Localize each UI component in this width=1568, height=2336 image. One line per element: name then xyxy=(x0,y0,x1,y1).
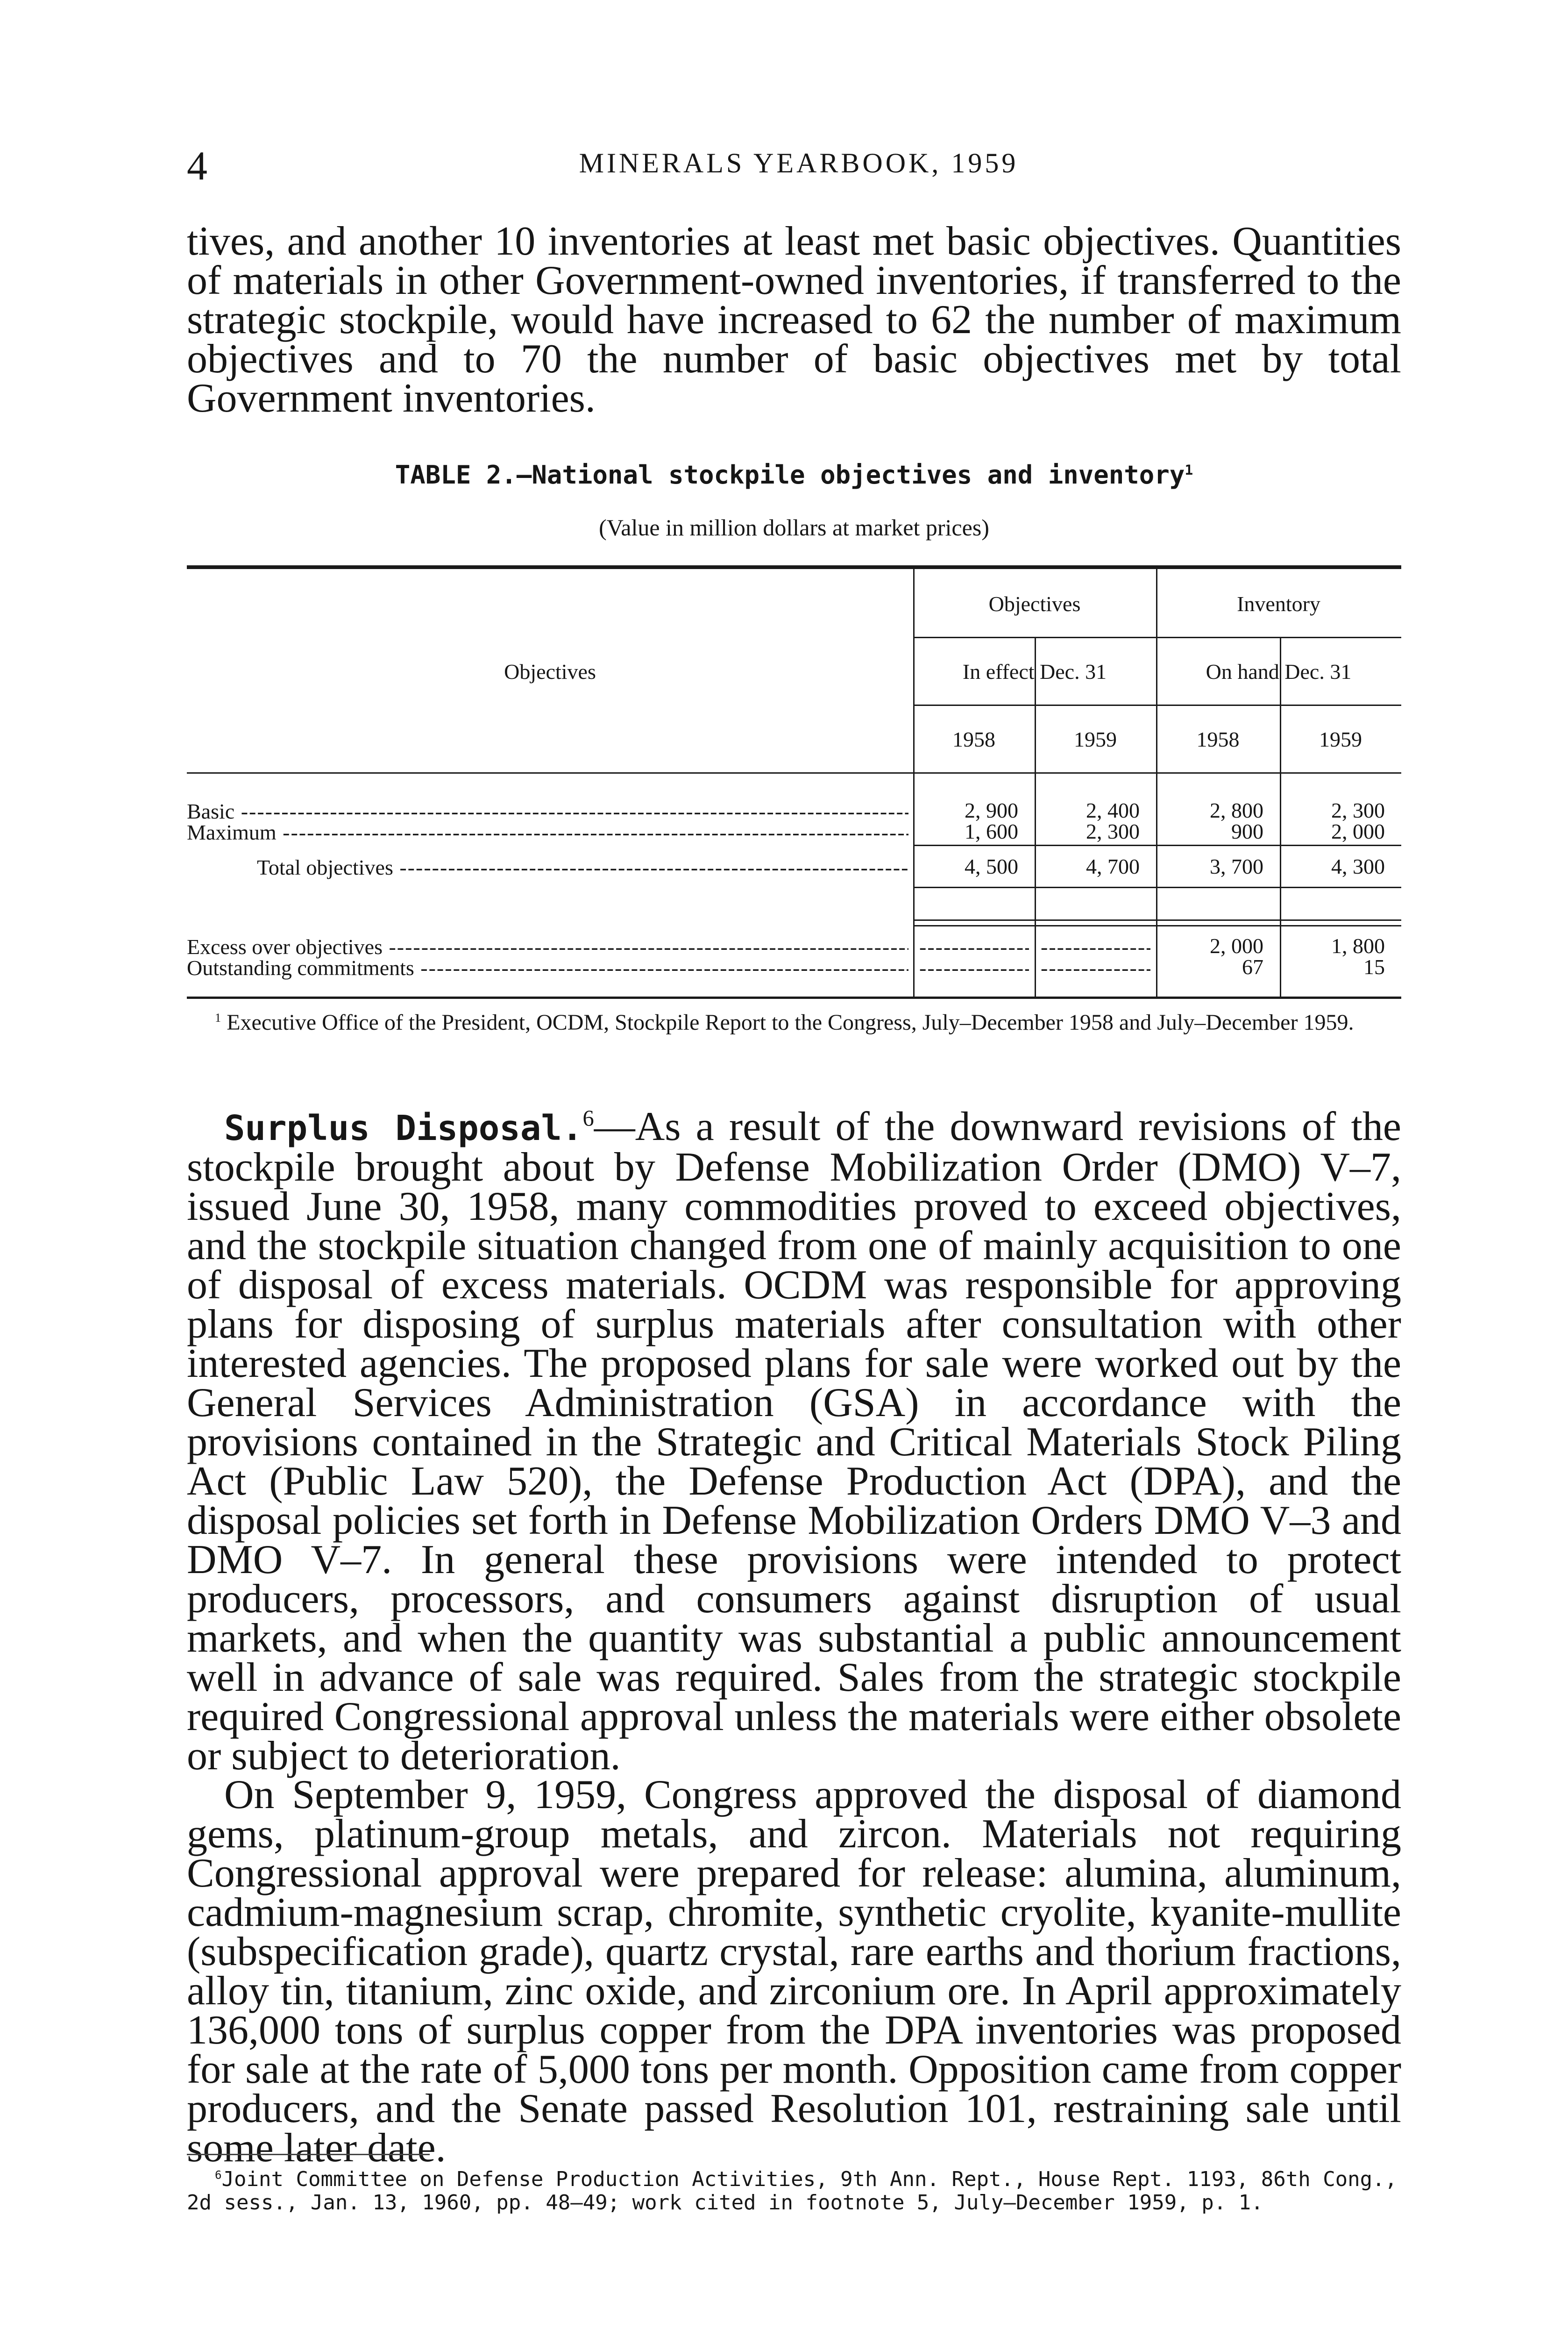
running-title: MINERALS YEARBOOK, 1959 xyxy=(579,148,1019,178)
year-header: 1958 xyxy=(1196,727,1240,751)
page-footnote xyxy=(187,2168,1401,2215)
intro-paragraph: tives, and another 10 inventories at least met basic objectives. Quantities of materials in other Government-owned inventories, if transferred to the strategic stockpile, would have increased to 62 the number of maximum objectives and to 70 the number of basic objectives met by total Government inventories. xyxy=(187,219,1401,421)
group-header-objectives: Objectives xyxy=(988,592,1081,616)
cell-total-inv-1959: 4, 300 xyxy=(1331,855,1385,878)
cell-maximum-obj-1959: 2, 300 xyxy=(1086,819,1140,843)
row-label-total: Total objectives ----- xyxy=(257,855,908,880)
page-number: 4 xyxy=(187,143,207,189)
table-rule xyxy=(913,845,1401,846)
cell-outstanding-inv-1958: 67 xyxy=(1242,955,1263,979)
table-divider xyxy=(913,569,915,997)
row-label-excess: Excess over objectives ----- xyxy=(187,934,908,959)
year-header: 1958 xyxy=(952,727,995,751)
empty-cell-dashes xyxy=(1041,955,1150,980)
row-label-basic: Basic ----- xyxy=(187,799,908,824)
table-footnote-text: Executive Office of the President, OCDM, Stockpile Report to the Congress, July–December 1958 and July–December 1959. xyxy=(227,1010,1354,1035)
cell-maximum-inv-1959: 2, 000 xyxy=(1331,819,1385,843)
table-divider xyxy=(1156,569,1157,997)
september-paragraph-text: On September 9, 1959, Congress approved the disposal of diamond gems, platinum-group metals, and zircon. Materials not requiring Congressional approval were prepared for release: alumina, aluminum, cadmium-magnesium scrap, chromite, synthetic cryolite, kyanite-mullite (subspecification grade), quartz crystal, rare earths and thorium fractions, alloy tin, titanium, zinc oxide, and zirconium ore. In April approximately 136,000 tons of surplus copper from the DPA inventories was proposed for sale at the rate of 5,000 tons per month. Opposition came from copper producers, and the Senate passed Resolution 101, restraining sale until some later date. xyxy=(187,1772,1401,2171)
table-title xyxy=(187,460,1401,490)
cell-basic-obj-1958: 2, 900 xyxy=(965,798,1018,822)
row-label-outstanding: Outstanding commitments ----- xyxy=(187,955,908,980)
subheader-on-hand: On hand Dec. 31 xyxy=(1206,660,1352,684)
table-footnote xyxy=(187,1009,1401,1036)
cell-total-obj-1958: 4, 500 xyxy=(965,855,1018,878)
cell-excess-inv-1959: 1, 800 xyxy=(1331,934,1385,958)
cell-maximum-inv-1958: 900 xyxy=(1231,819,1263,843)
empty-cell-dashes xyxy=(919,955,1029,980)
surplus-footnote-mark: 6 xyxy=(582,1106,594,1131)
cell-outstanding-inv-1959: 15 xyxy=(1363,955,1385,979)
surplus-disposal-paragraph xyxy=(187,1104,1401,1779)
cell-excess-inv-1958: 2, 000 xyxy=(1210,934,1263,958)
cell-basic-inv-1959: 2, 300 xyxy=(1331,798,1385,822)
page-footnote-mark: 6 xyxy=(215,2168,222,2182)
table-title-text: TABLE 2.—National stockpile objectives and inventory xyxy=(395,460,1185,490)
table-subtitle: (Value in million dollars at market prices) xyxy=(599,514,989,541)
table-rule xyxy=(187,772,1401,774)
table-rule xyxy=(913,925,1401,926)
page-footnote-text: Joint Committee on Defense Production Activities, 9th Ann. Rept., House Rept. 1193, 86th Cong., 2d sess., Jan. 13, 1960, pp. 48–49; work cited in footnote 5, July–December 1959, p. 1. xyxy=(187,2167,1398,2215)
year-header: 1959 xyxy=(1074,727,1117,751)
cell-maximum-obj-1958: 1, 600 xyxy=(965,819,1018,843)
stockpile-table xyxy=(187,565,1401,999)
stub-header: Objectives xyxy=(504,660,596,684)
table-rule xyxy=(913,919,1401,921)
table-rule xyxy=(913,637,1401,638)
row-label-maximum: Maximum ----- xyxy=(187,820,908,845)
table-rule xyxy=(913,887,1401,888)
table-title-footnote-mark: 1 xyxy=(1185,462,1193,478)
surplus-disposal-heading: Surplus Disposal. xyxy=(224,1108,583,1148)
cell-total-inv-1958: 3, 700 xyxy=(1210,855,1263,878)
group-header-inventory: Inventory xyxy=(1237,592,1320,616)
cell-total-obj-1959: 4, 700 xyxy=(1086,855,1140,878)
table-rule xyxy=(913,705,1401,706)
subheader-in-effect: In effect Dec. 31 xyxy=(962,660,1107,684)
cell-basic-inv-1958: 2, 800 xyxy=(1210,798,1263,822)
footnote-rule xyxy=(187,2154,430,2155)
year-header: 1959 xyxy=(1319,727,1362,751)
september-paragraph xyxy=(187,1772,1401,2171)
page-header xyxy=(187,142,1411,194)
cell-basic-obj-1959: 2, 400 xyxy=(1086,798,1140,822)
surplus-disposal-text: —As a result of the downward revisions of the stockpile brought about by Defense Mobilization Order (DMO) V–7, issued June 30, 1958, many commodities proved to exceed objectives, and the stockpile situation changed from one of mainly acquisition to one of disposal of excess materials. OCDM was responsible for approving plans for disposing of surplus materials after consultation with other interested agencies. The proposed plans for sale were worked out by the General Services Administration (GSA) in accordance with the provisions contained in the Strategic and Critical Materials Stock Piling Act (Public Law 520), the Defense Production Act (DPA), and the disposal policies set forth in Defense Mobilization Orders DMO V–3 and DMO V–7. In general these provisions were intended to protect producers, processors, and consumers against disruption of usual markets, and when the quantity was substantial a public announcement well in advance of sale was required. Sales from the strategic stockpile required Congressional approval unless the materials were either obsolete or subject to deterioration. xyxy=(187,1104,1401,1779)
table-footnote-mark: 1 xyxy=(215,1011,221,1025)
